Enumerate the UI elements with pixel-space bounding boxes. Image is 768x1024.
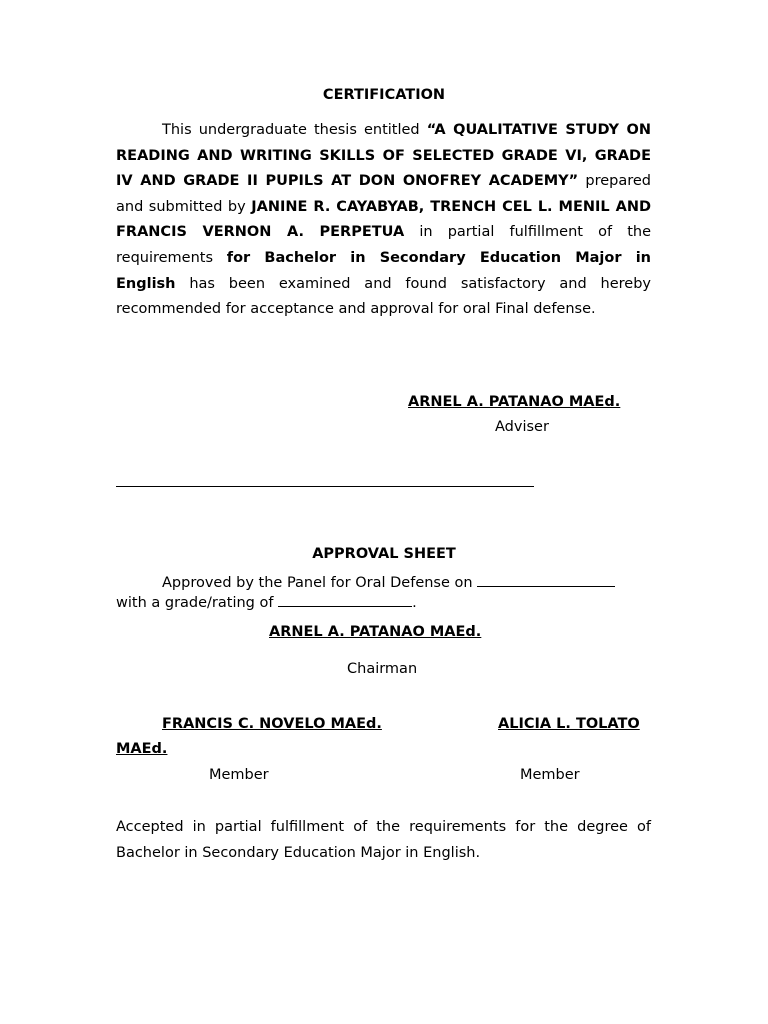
degree-program: for Bachelor in Secondary Education Major in English (116, 249, 651, 292)
section-divider (116, 486, 534, 487)
member-2-name-continued: MAEd. (116, 741, 168, 757)
approval-line-2-text: with a grade/rating of (116, 595, 274, 611)
thesis-title: “A QUALITATIVE STUDY ON READING AND WRITING SKILLS OF SELECTED GRADE VI, GRADE IV AND GRADE II PUPILS AT DON ONOFREY ACADEMY” (116, 122, 652, 190)
acceptance-paragraph: Accepted in partial fulfillment of the requirements for the degree of Bachelor in Secondary Education Major in English. (116, 819, 651, 861)
approval-line-2-period: . (412, 595, 417, 611)
thesis-authors: JANINE R. CAYABYAB, TRENCH CEL L. MENIL AND FRANCIS VERNON A. PERPETUA (116, 198, 651, 241)
certification-partial-text: in partial fulfillment of the requirements (116, 224, 651, 266)
member-1-role: Member (209, 767, 269, 783)
certification-prepared-text: prepared and submitted by (116, 173, 651, 215)
approval-line-1-text: Approved by the Panel for Oral Defense on (162, 575, 473, 591)
certification-heading: CERTIFICATION (322, 87, 446, 103)
chairman-name: ARNEL A. PATANAO MAEd. (269, 624, 482, 640)
approval-line-2 (116, 592, 417, 611)
adviser-role: Adviser (495, 419, 549, 435)
defense-date-blank (477, 572, 615, 587)
certification-tail-text: has been examined and found satisfactory and hereby recommended for acceptance and approval for oral Final defense. (116, 275, 651, 318)
grade-rating-blank (278, 592, 412, 607)
member-2-role: Member (520, 767, 580, 783)
chairman-role: Chairman (347, 661, 418, 677)
approval-heading: APPROVAL SHEET (312, 546, 456, 562)
approval-line-1 (162, 572, 615, 591)
certification-intro-text: This undergraduate thesis entitled (162, 122, 427, 138)
member-2-name: ALICIA L. TOLATO (498, 716, 640, 732)
adviser-name: ARNEL A. PATANAO MAEd. (408, 394, 621, 410)
member-1-name: FRANCIS C. NOVELO MAEd. (162, 716, 382, 732)
certification-paragraph (116, 118, 651, 323)
